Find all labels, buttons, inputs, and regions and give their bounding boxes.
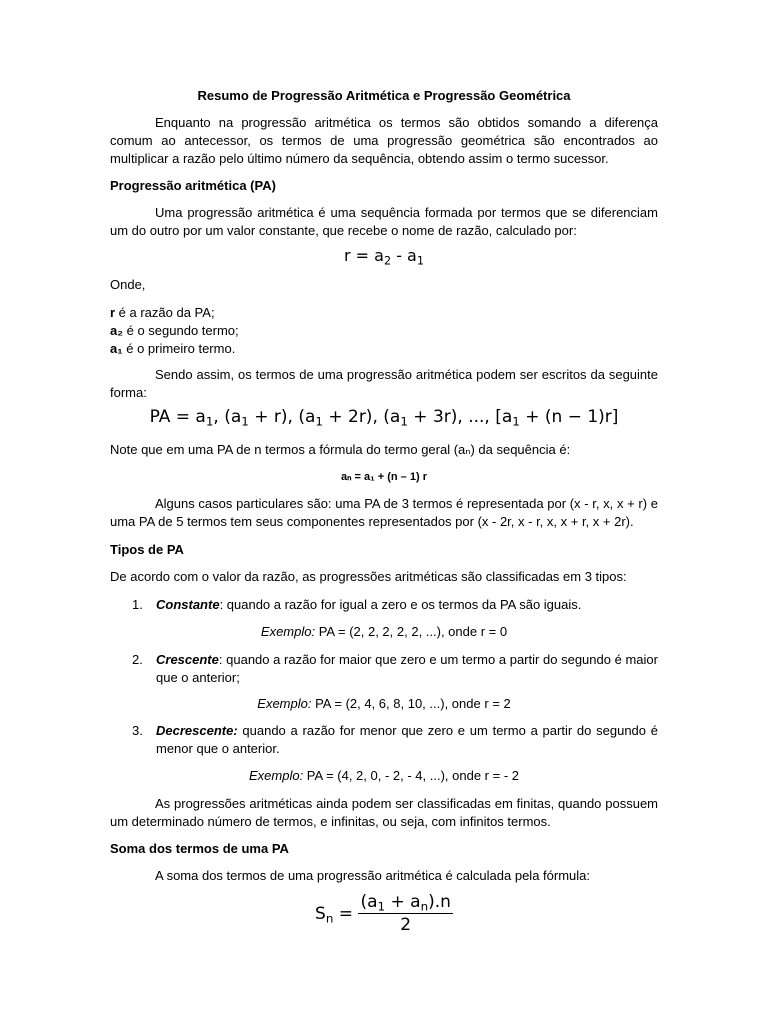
list-number: 1. [132,597,143,612]
onde-label: Onde, [110,277,146,292]
list-text: : quando a razão for igual a zero e os termos da PA são iguais. [219,597,582,612]
list-item-decrescente [110,722,658,758]
list-text: quando a razão for menor que zero e um termo a partir do segundo é menor que o anterior. [156,723,658,756]
document-title: Resumo de Progressão Aritmética e Progressão Geométrica [197,88,571,103]
list-term: Crescente [156,652,219,667]
section-heading-soma: Soma dos termos de uma PA [110,841,289,856]
section-heading-pa: Progressão aritmética (PA) [110,178,276,193]
definitions-list [110,304,658,358]
list-item-constante [110,596,658,614]
list-number: 2. [132,652,143,667]
finite-infinite-paragraph: As progressões aritméticas ainda podem ser classificadas em finitas, quando possuem um determinado número de termos, e infinitas, ou seja, com infinitos termos. [110,796,658,829]
list-item-crescente [110,651,658,687]
formula-sum: $S_n$ = $\frac{(a_1 + a_n).n}{2}$ [315,892,451,935]
list-term: Constante [156,597,220,612]
soma-paragraph: A soma dos termos de uma progressão aritmética é calculada pela fórmula: [155,868,590,883]
definition-a1: a₁ é o primeiro termo. [110,341,236,356]
intro-paragraph: Enquanto na progressão aritmética os termos são obtidos somando a diferença comum ao antecessor, os termos de uma progressão geométrica são encontrados ao multiplicar a razão pelo último número da sequência, obtendo assim o termo sucessor. [110,115,658,166]
list-number: 3. [132,723,143,738]
particular-cases-paragraph: Alguns casos particulares são: uma PA de 3 termos é representada por (x - r, x, x + r) e uma PA de 5 termos tem seus componentes representados por (x - 2r, x - r, x, x + r, x + 2r). [110,496,658,529]
sum-numerator: $(a_1 + a_n).n$ [360,892,451,914]
list-text: : quando a razão for maior que zero e um termo a partir do segundo é maior que o anterior; [156,652,658,685]
example-crescente: Exemplo: PA = (2, 4, 6, 8, 10, ...), onde r = 2 [257,696,511,711]
example-constante: Exemplo: PA = (2, 2, 2, 2, 2, ...), onde r = 0 [260,624,508,639]
sum-denominator: 2 [400,915,412,935]
formula-general-term: aₙ = a₁ + (n – 1) r [341,471,427,483]
general-term-note: Note que em uma PA de n termos a fórmula do termo geral (aₙ) da sequência é: [110,442,571,457]
definition-a2: a₂ é o segundo termo; [110,323,239,338]
pa-definition-paragraph: Uma progressão aritmética é uma sequência formada por termos que se diferenciam um do outro por um valor constante, que recebe o nome de razão, calculado por: [110,205,658,238]
definition-r: r é a razão da PA; [110,305,215,320]
list-term: Decrescente: [156,723,238,738]
example-decrescente: Exemplo: PA = (4, 2, 0, - 2, - 4, ...), onde r = - 2 [248,768,519,783]
formula-pa-terms: PA = $a_1$, $(a_1 + r)$, $(a_1 + 2r)$, $(a_1 + 3r)$, ..., $[a_1 + (n - 1)r]$ [149,407,619,429]
tipos-intro-paragraph: De acordo com o valor da razão, as progressões aritméticas são classificadas em 3 tipos: [110,569,627,584]
pa-terms-paragraph: Sendo assim, os termos de uma progressão aritmética podem ser escritos da seguinte forma: [110,367,658,400]
section-heading-tipos: Tipos de PA [110,542,184,557]
sum-fraction [358,893,452,934]
formula-ratio: $r = a_2 - a_1$ [344,246,424,268]
